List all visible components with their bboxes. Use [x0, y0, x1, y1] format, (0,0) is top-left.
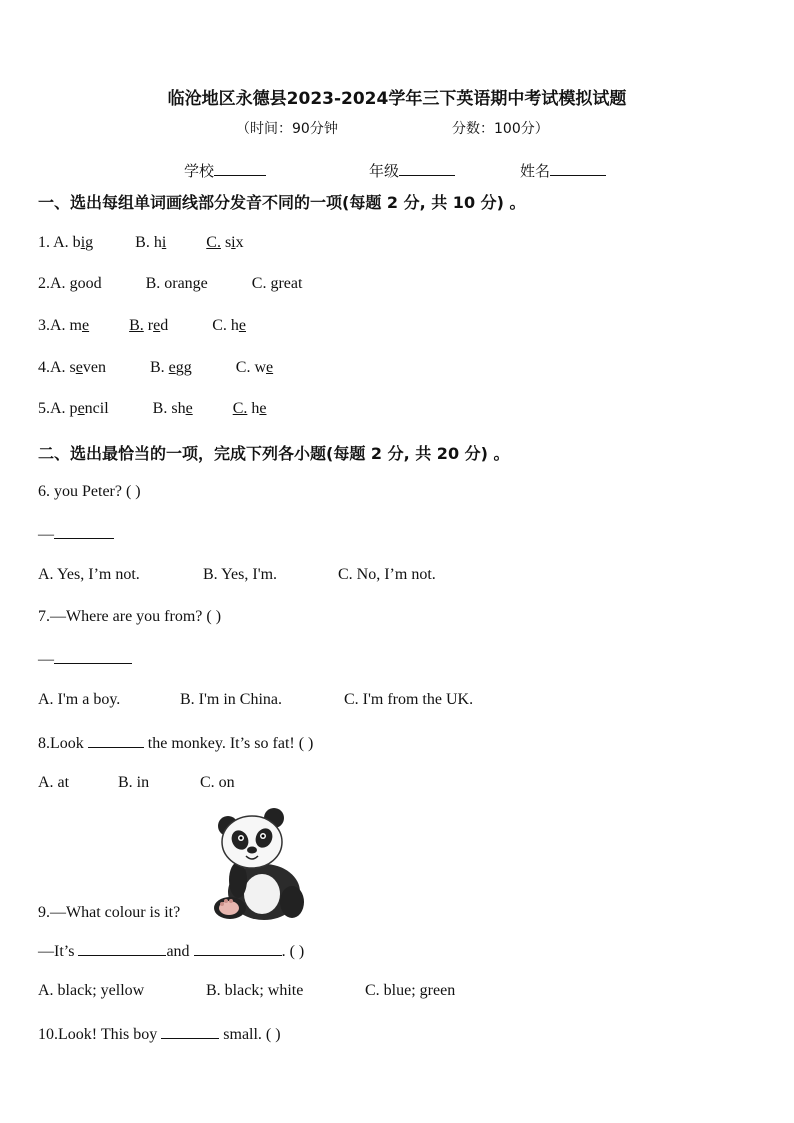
q4-number: 4.: [38, 359, 50, 376]
q1-option-b: B. hi: [135, 234, 167, 251]
q3-number: 3.: [38, 317, 50, 334]
q8-option-b[interactable]: B. in: [118, 774, 150, 791]
q5-option-c: he: [247, 400, 267, 417]
school-blank[interactable]: [214, 161, 266, 176]
q5-option-b: B. she: [152, 400, 193, 417]
question-3: [38, 317, 246, 335]
name-field: [520, 160, 606, 181]
q7-blank[interactable]: [54, 649, 132, 664]
name-label: 姓名: [520, 162, 551, 180]
school-label: 学校: [184, 162, 215, 180]
q10-blank[interactable]: [161, 1024, 219, 1039]
q8-option-c[interactable]: C. on: [200, 774, 235, 791]
section-1-heading: 一、选出每组单词画线部分发音不同的一项(每题 2 分, 共 10 分) 。: [38, 193, 526, 212]
q2-option-a: A. good: [50, 275, 102, 292]
grade-label: 年级: [369, 162, 400, 180]
q6-option-a[interactable]: A. Yes, I’m not.: [38, 566, 140, 583]
question-2: [38, 275, 302, 293]
q4-option-c: C. we: [235, 359, 274, 376]
q9-option-c[interactable]: C. blue; green: [365, 982, 456, 999]
question-4: [38, 359, 273, 377]
question-10: 10.Look! This boy small. ( ): [38, 1026, 281, 1043]
q6-option-b[interactable]: B. Yes, I'm.: [203, 566, 278, 583]
page-title: 临沧地区永德县2023-2024学年三下英语期中考试模拟试题: [167, 89, 627, 109]
q4-option-a: A. seven: [50, 359, 106, 376]
q9-blank-1[interactable]: [78, 941, 166, 956]
question-7: 7.—Where are you from? ( ): [38, 608, 222, 625]
q9-option-a[interactable]: A. black; yellow: [38, 982, 145, 999]
q9-option-b[interactable]: B. black; white: [206, 982, 304, 999]
grade-field: [369, 160, 455, 181]
q6-option-c[interactable]: C. No, I’m not.: [338, 566, 436, 583]
exam-time: （时间：90分钟: [236, 121, 338, 137]
q5-option-c-label: C.: [232, 400, 248, 417]
q2-option-b: B. orange: [145, 275, 208, 292]
section-2-heading: 二、选出最恰当的一项，完成下列各小题(每题 2 分, 共 20 分) 。: [38, 444, 510, 463]
q2-number: 2.: [38, 275, 50, 292]
q8-blank[interactable]: [88, 733, 144, 748]
question-5: [38, 400, 266, 418]
q5-number: 5.: [38, 400, 50, 417]
q6-blank[interactable]: [54, 524, 114, 539]
grade-blank[interactable]: [399, 161, 455, 176]
q1-number: 1.: [38, 234, 50, 251]
q7-option-a[interactable]: A. I'm a boy.: [38, 691, 121, 708]
q5-option-a: A. pencil: [50, 400, 109, 417]
q9-answer-line: —It’s and . ( ): [38, 943, 305, 960]
q3-option-b-label: B.: [129, 317, 144, 334]
q7-answer-line: —: [38, 649, 132, 669]
question-9: 9.—What colour is it?: [38, 904, 181, 921]
q1-option-c: six: [220, 234, 244, 251]
question-1: [38, 234, 244, 252]
q1-option-c-label: C.: [206, 234, 221, 251]
exam-score: 分数：100分）: [452, 121, 549, 137]
q4-option-b: B. egg: [150, 359, 192, 376]
question-8: 8.Look the monkey. It’s so fat! ( ): [38, 735, 314, 752]
q8-option-a[interactable]: A. at: [38, 774, 70, 791]
q9-blank-2[interactable]: [194, 941, 282, 956]
q7-option-c[interactable]: C. I'm from the UK.: [344, 691, 474, 708]
question-6: 6. you Peter? ( ): [38, 483, 141, 500]
name-blank[interactable]: [550, 161, 606, 176]
q2-option-c: C. great: [251, 275, 303, 292]
q3-option-a: A. me: [50, 317, 90, 334]
school-field: [184, 160, 266, 181]
q3-option-b: red: [143, 317, 169, 334]
q6-answer-line: —: [38, 524, 114, 544]
q3-option-c: C. he: [212, 317, 246, 334]
q7-option-b[interactable]: B. I'm in China.: [180, 691, 282, 708]
panda-icon: [208, 806, 308, 922]
q1-option-a: A. big: [53, 234, 94, 251]
